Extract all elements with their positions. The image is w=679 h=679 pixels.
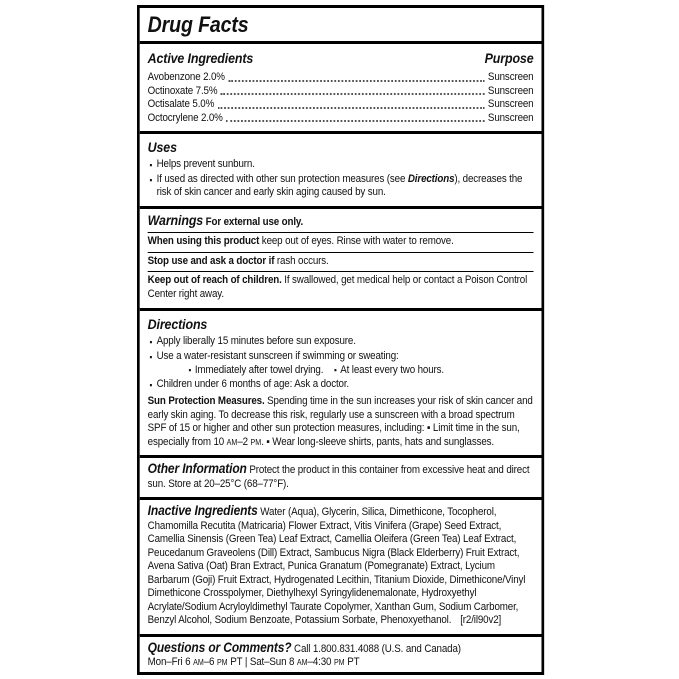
warnings-heading-row: [148, 212, 534, 233]
ingredient-name: Octocrylene 2.0%: [147, 111, 223, 124]
directions-sub-bullets: [189, 364, 534, 378]
purpose-heading: Purpose: [484, 50, 534, 66]
warnings-keep-out-row: [148, 271, 534, 304]
sub-bullet-two-hours: ▪ At least every two hours.: [334, 364, 444, 376]
sub-bullet-towel-drying: ▪ Immediately after towel drying.: [189, 364, 324, 376]
call-center-hours: Mon–Fri 6 AM–6 PM PT | Sat–Sun 8 AM–4:30 PM PT: [147, 656, 360, 668]
stop-use-bold: Stop use and ask a doctor if: [147, 254, 275, 267]
sun-protection-measures-text: Spending time in the sun increases your risk of skin cancer and early skin aging. To decrease this risk, regularly use a sunscreen with a broad spectrum SPF of 15 or higher and other sun protection measures, including: ▪ Limit time in the sun, especially from 10 AM–2 PM. ▪ Wear long-sleeve shirts, pants, hats and sunglasses.: [147, 395, 533, 448]
external-use-text: For external use only.: [205, 215, 304, 228]
active-ingredients-header-row: [148, 49, 534, 69]
phone-number-text: Call 1.800.831.4088 (U.S. and Canada): [294, 642, 461, 655]
ingredient-name: Octinoxate 7.5%: [147, 84, 218, 97]
uses-bullet-1: [148, 158, 534, 173]
active-ingredient-row: [148, 98, 534, 112]
dotted-leader: [226, 120, 484, 122]
directions-section: [140, 308, 542, 455]
directions-bullet-1-text: ▪ Apply liberally 15 minutes before sun exposure.: [156, 335, 356, 347]
directions-bullet-1: [148, 335, 534, 350]
stop-use-text: rash occurs.: [274, 254, 329, 267]
warnings-section: [140, 206, 542, 309]
inactive-ingredients-heading: Inactive Ingredients: [147, 503, 258, 518]
questions-comments-section: [140, 634, 542, 676]
questions-comments-heading: Questions or Comments?: [147, 639, 292, 655]
questions-line: [148, 641, 534, 657]
other-information-section: [140, 455, 542, 497]
directions-bullet-3: [148, 378, 534, 393]
directions-bullet-2: [148, 350, 534, 365]
label-revision-code: [r2/il90v2]: [460, 614, 502, 626]
active-ingredients-section: [140, 41, 542, 131]
warnings-heading: Warnings: [147, 211, 204, 228]
warnings-stop-use-row: [148, 252, 534, 272]
inactive-ingredients-section: [140, 497, 542, 634]
directions-bullet-2-text: ▪ Use a water-resistant sunscreen if swimming or sweating:: [156, 349, 399, 362]
other-information-heading: Other Information: [147, 461, 247, 476]
ingredient-purpose: Sunscreen: [487, 71, 534, 83]
dotted-leader: [218, 107, 485, 109]
other-information-text: Protect the product in this container from excessive heat and direct sun. Store at 20–25°C (68–77°F).: [147, 464, 530, 490]
active-ingredient-row: [148, 112, 534, 126]
inactive-ingredients-text: Water (Aqua), Glycerin, Silica, Dimethicone, Tocopherol, Chamomilla Recutita (Matricaria) Flower Extract, Vitis Vinifera (Grape) Seed Extract, Camellia Sinensis (Green Tea) Leaf Extract, Camellia Oleifera (Green Tea) Leaf Extract, Peucedanum Graveolens (Dill) Extract, Sambucus Nigra (Black Elderberry) Fruit Extract, Avena Sativa (Oat) Bran Extract, Punica Granatum (Pomegranate) Extract, Lycium Barbarum (Goji) Fruit Extract, Hydrogenated Lecithin, Titanium Dioxide, Dimethicone/Vinyl Dimethicone Crosspolymer, Diethylhexyl Syringylidenemalonate, Hydroxyethyl Acrylate/Sodium Acryloyldimethyl Taurate Copolymer, Xanthan Gum, Sodium Carbomer, Benzyl Alcohol, Sodium Benzoate, Potassium Sorbate, Phenoxyethanol.: [147, 506, 526, 626]
directions-heading: Directions: [147, 316, 208, 332]
uses-bullet-2-text: [157, 173, 534, 200]
when-using-bold: When using this product: [147, 235, 260, 247]
active-ingredient-row: [148, 71, 534, 85]
uses-section: [140, 131, 542, 206]
uses-bullet-2-pre: If used as directed with other sun protection measures (see: [156, 172, 408, 185]
warnings-when-using-row: [148, 232, 534, 252]
ingredient-name: Octisalate 5.0%: [147, 98, 215, 110]
dotted-leader: [228, 80, 484, 82]
drug-facts-label: [137, 5, 544, 675]
uses-bullet-1-text: ▪ Helps prevent sunburn.: [156, 158, 255, 170]
uses-bullet-2-directions-ref: Directions: [407, 172, 455, 185]
keep-out-text: If swallowed, get medical help or contact a Poison Control Center right away.: [147, 274, 528, 300]
sun-protection-measures-heading: Sun Protection Measures.: [147, 395, 265, 407]
when-using-text: keep out of eyes. Rinse with water to remove.: [259, 235, 454, 247]
drug-facts-title: Drug Facts: [147, 12, 249, 37]
directions-bullet-3-text: ▪ Children under 6 months of age: Ask a doctor.: [156, 377, 350, 390]
dotted-leader: [221, 93, 484, 95]
ingredient-name: Avobenzone 2.0%: [147, 71, 225, 83]
active-ingredient-row: [148, 85, 534, 99]
uses-bullet-2-post: ), decreases the risk of skin cancer and early skin aging caused by sun.: [156, 172, 523, 198]
ingredient-purpose: Sunscreen: [487, 111, 534, 124]
ingredient-purpose: Sunscreen: [487, 84, 534, 97]
uses-heading: Uses: [147, 139, 177, 155]
uses-bullet-2: [148, 173, 534, 200]
active-ingredients-heading: Active Ingredients: [147, 50, 254, 66]
sun-protection-measures: [148, 395, 534, 449]
keep-out-bold: Keep out of reach of children.: [147, 274, 282, 286]
ingredient-purpose: Sunscreen: [487, 98, 534, 110]
